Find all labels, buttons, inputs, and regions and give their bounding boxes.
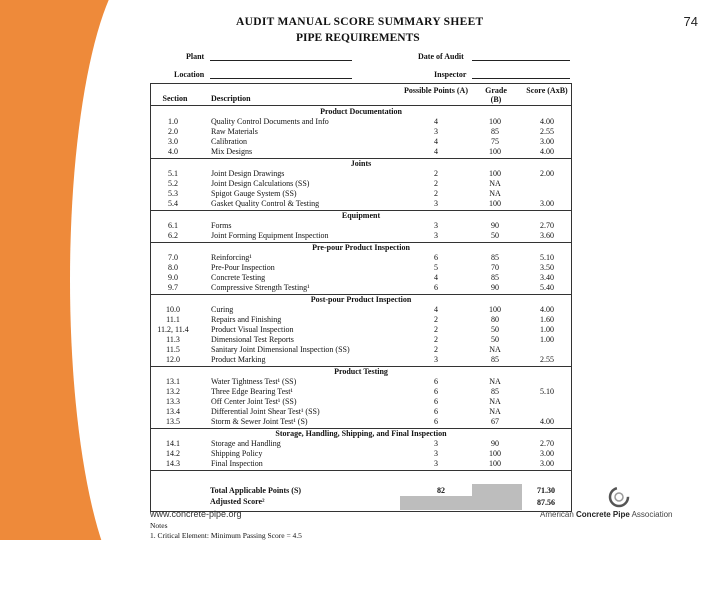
row-score: 3.00: [540, 449, 554, 458]
row-points: 3: [434, 355, 438, 364]
sheet-subtitle: PIPE REQUIREMENTS: [296, 32, 420, 44]
acpa-logo: [540, 486, 700, 526]
row-points: 2: [434, 315, 438, 324]
row-section: 6.2: [168, 231, 178, 240]
header-points: Possible Points (A): [404, 86, 468, 95]
row-points: 2: [434, 179, 438, 188]
table-row: [151, 253, 571, 263]
row-section: 6.1: [168, 221, 178, 230]
row-score: 2.70: [540, 439, 554, 448]
row-section: 10.0: [166, 305, 180, 314]
row-grade: 50: [491, 325, 499, 334]
table-row: [151, 315, 571, 325]
table-row: [151, 459, 571, 469]
row-section: 5.2: [168, 179, 178, 188]
row-description: Storm & Sewer Joint Test¹ (S): [211, 417, 308, 426]
table-row: [151, 179, 571, 189]
row-section: 5.3: [168, 189, 178, 198]
row-points: 2: [434, 335, 438, 344]
row-points: 3: [434, 231, 438, 240]
table-row: [151, 397, 571, 407]
row-description: Joint Design Calculations (SS): [211, 179, 310, 188]
plant-input-line: [210, 60, 352, 61]
row-description: Spigot Gauge System (SS): [211, 189, 297, 198]
row-section: 13.1: [166, 377, 180, 386]
table-row: [151, 273, 571, 283]
table-row: [151, 449, 571, 459]
row-section: 13.3: [166, 397, 180, 406]
row-description: Calibration: [211, 137, 247, 146]
row-score: 3.00: [540, 199, 554, 208]
row-score: 2.70: [540, 221, 554, 230]
row-grade: NA: [489, 377, 501, 386]
row-description: Three Edge Bearing Test¹: [211, 387, 293, 396]
row-points: 6: [434, 417, 438, 426]
inspector-label: Inspector: [434, 70, 467, 79]
row-grade: 50: [491, 231, 499, 240]
row-score: 1.00: [540, 335, 554, 344]
row-description: Pre-Pour Inspection: [211, 263, 275, 272]
row-points: 4: [434, 273, 438, 282]
row-points: 6: [434, 253, 438, 262]
row-section: 13.4: [166, 407, 180, 416]
row-section: 14.1: [166, 439, 180, 448]
row-score: 3.50: [540, 263, 554, 272]
group-title: Joints: [350, 159, 372, 168]
row-points: 6: [434, 283, 438, 292]
row-points: 6: [434, 387, 438, 396]
row-description: Product Visual Inspection: [211, 325, 294, 334]
notes-heading: Notes: [150, 521, 168, 530]
row-section: 11.3: [166, 335, 180, 344]
row-score: 2.55: [540, 355, 554, 364]
table-row: [151, 355, 571, 365]
page-number: 74: [683, 14, 698, 29]
row-description: Mix Designs: [211, 147, 253, 156]
group-title: Equipment: [341, 211, 381, 220]
score-table: [150, 83, 572, 512]
row-grade: NA: [489, 179, 501, 188]
group-title: Storage, Handling, Shipping, and Final Inspection: [275, 429, 447, 438]
row-grade: 100: [489, 459, 501, 468]
table-row: [151, 335, 571, 345]
row-score: 4.00: [540, 417, 554, 426]
row-description: Joint Design Drawings: [211, 169, 285, 178]
row-description: Water Tightness Test¹ (SS): [211, 377, 297, 386]
row-points: 4: [434, 147, 438, 156]
table-row: [151, 231, 571, 241]
acpa-logo-text: American Concrete Pipe Association: [540, 510, 673, 519]
row-points: 3: [434, 221, 438, 230]
location-label: Location: [174, 70, 205, 79]
row-grade: NA: [489, 345, 501, 354]
row-points: 2: [434, 325, 438, 334]
table-row: [151, 417, 571, 427]
row-grade: 100: [489, 449, 501, 458]
header-description: Description: [211, 94, 251, 103]
score-summary-sheet: [150, 0, 572, 540]
row-description: Curing: [211, 305, 234, 314]
row-grade: 85: [491, 355, 499, 364]
group-divider: [151, 470, 571, 471]
table-row: [151, 147, 571, 157]
row-points: 2: [434, 189, 438, 198]
row-grade: 100: [489, 117, 501, 126]
row-score: 3.60: [540, 231, 554, 240]
row-description: Off Center Joint Test¹ (SS): [211, 397, 297, 406]
row-score: 5.40: [540, 283, 554, 292]
row-score: 2.55: [540, 127, 554, 136]
adjusted-shaded-cell: [400, 496, 522, 510]
table-row: [151, 283, 571, 293]
row-grade: 85: [491, 273, 499, 282]
row-grade: 100: [489, 147, 501, 156]
row-section: 5.1: [168, 169, 178, 178]
group-title: Post-pour Product Inspection: [310, 295, 412, 304]
row-description: Product Marking: [211, 355, 266, 364]
row-score: 2.00: [540, 169, 554, 178]
row-description: Dimensional Test Reports: [211, 335, 294, 344]
row-description: Repairs and Finishing: [211, 315, 282, 324]
table-row: [151, 137, 571, 147]
header-grade: Grade (B): [485, 86, 507, 104]
row-score: 5.10: [540, 387, 554, 396]
row-section: 11.1: [166, 315, 180, 324]
row-points: 4: [434, 305, 438, 314]
row-points: 4: [434, 117, 438, 126]
row-section: 1.0: [168, 117, 178, 126]
row-section: 8.0: [168, 263, 178, 272]
row-description: Sanitary Joint Dimensional Inspection (SS): [211, 345, 350, 354]
row-score: 1.60: [540, 315, 554, 324]
row-grade: 85: [491, 253, 499, 262]
row-points: 4: [434, 137, 438, 146]
row-description: Reinforcing¹: [211, 253, 252, 262]
row-points: 2: [434, 345, 438, 354]
location-input-line: [210, 78, 352, 79]
inspector-input-line: [472, 78, 570, 79]
row-description: Joint Forming Equipment Inspection: [211, 231, 329, 240]
row-description: Raw Materials: [211, 127, 258, 136]
row-section: 11.5: [166, 345, 180, 354]
group-title: Product Documentation: [320, 107, 402, 116]
row-section: 9.0: [168, 273, 178, 282]
row-score: 4.00: [540, 117, 554, 126]
table-row: [151, 221, 571, 231]
row-score: 5.10: [540, 253, 554, 262]
header-score: Score (AxB): [526, 86, 568, 95]
grade-shaded-cell: [472, 484, 522, 496]
row-points: 2: [434, 169, 438, 178]
header-divider: [151, 105, 571, 106]
adjusted-score-label: Adjusted Score²: [210, 497, 265, 506]
row-description: Differential Joint Shear Test¹ (SS): [211, 407, 320, 416]
acpa-logo-mark-icon: [608, 486, 630, 508]
row-description: Shipping Policy: [211, 449, 263, 458]
total-points-label: Total Applicable Points (S): [210, 486, 302, 495]
plant-label: Plant: [186, 52, 205, 61]
row-score: 3.00: [540, 459, 554, 468]
table-row: [151, 117, 571, 127]
table-row: [151, 345, 571, 355]
row-points: 6: [434, 377, 438, 386]
row-section: 2.0: [168, 127, 178, 136]
row-section: 12.0: [166, 355, 180, 364]
row-section: 13.2: [166, 387, 180, 396]
row-section: 7.0: [168, 253, 178, 262]
row-grade: NA: [489, 189, 501, 198]
row-description: Concrete Testing: [211, 273, 266, 282]
table-row: [151, 189, 571, 199]
table-row: [151, 263, 571, 273]
row-grade: 90: [491, 283, 499, 292]
sheet-title: AUDIT MANUAL SCORE SUMMARY SHEET: [236, 16, 484, 28]
row-description: Final Inspection: [211, 459, 263, 468]
table-row: [151, 169, 571, 179]
table-row: [151, 377, 571, 387]
row-grade: 85: [491, 387, 499, 396]
website-url[interactable]: www.concrete-pipe.org: [150, 509, 242, 519]
group-title: Pre-pour Product Inspection: [312, 243, 410, 252]
table-row: [151, 407, 571, 417]
row-grade: 50: [491, 335, 499, 344]
row-points: 6: [434, 407, 438, 416]
row-points: 5: [434, 263, 438, 272]
row-grade: 90: [491, 439, 499, 448]
row-description: Gasket Quality Control & Testing: [211, 199, 320, 208]
row-section: 3.0: [168, 137, 178, 146]
row-description: Storage and Handling: [211, 439, 281, 448]
row-score: 4.00: [540, 147, 554, 156]
row-section: 14.3: [166, 459, 180, 468]
row-score: 3.40: [540, 273, 554, 282]
group-title: Product Testing: [334, 367, 388, 376]
date-label: Date of Audit: [418, 52, 464, 61]
date-input-line: [472, 60, 570, 61]
row-section: 5.4: [168, 199, 178, 208]
row-score: 1.00: [540, 325, 554, 334]
row-description: Quality Control Documents and Info: [211, 117, 329, 126]
row-section: 11.2, 11.4: [157, 325, 189, 334]
row-score: 4.00: [540, 305, 554, 314]
header-section: Section: [162, 94, 188, 103]
total-score-value: 71.30: [537, 486, 555, 495]
table-row: [151, 305, 571, 315]
row-section: 13.5: [166, 417, 180, 426]
row-description: Compressive Strength Testing¹: [211, 283, 310, 292]
row-grade: 100: [489, 169, 501, 178]
row-points: 3: [434, 199, 438, 208]
row-grade: 100: [489, 305, 501, 314]
row-points: 3: [434, 127, 438, 136]
table-row: [151, 439, 571, 449]
row-grade: 75: [491, 137, 499, 146]
row-grade: NA: [489, 407, 501, 416]
row-points: 3: [434, 449, 438, 458]
row-section: 14.2: [166, 449, 180, 458]
row-section: 4.0: [168, 147, 178, 156]
row-grade: 67: [491, 417, 499, 426]
row-points: 3: [434, 439, 438, 448]
row-grade: 100: [489, 199, 501, 208]
row-grade: 85: [491, 127, 499, 136]
row-grade: 70: [491, 263, 499, 272]
table-row: [151, 127, 571, 137]
table-row: [151, 199, 571, 209]
table-row: [151, 387, 571, 397]
note-critical-element: 1. Critical Element: Minimum Passing Score = 4.5: [150, 531, 302, 540]
total-points-value: 82: [437, 486, 445, 495]
row-score: 3.00: [540, 137, 554, 146]
table-row: [151, 325, 571, 335]
row-grade: 90: [491, 221, 499, 230]
row-points: 3: [434, 459, 438, 468]
row-grade: NA: [489, 397, 501, 406]
adjusted-score-value: 87.56: [537, 498, 555, 507]
row-grade: 80: [491, 315, 499, 324]
row-description: Forms: [211, 221, 232, 230]
row-section: 9.7: [168, 283, 178, 292]
row-points: 6: [434, 397, 438, 406]
